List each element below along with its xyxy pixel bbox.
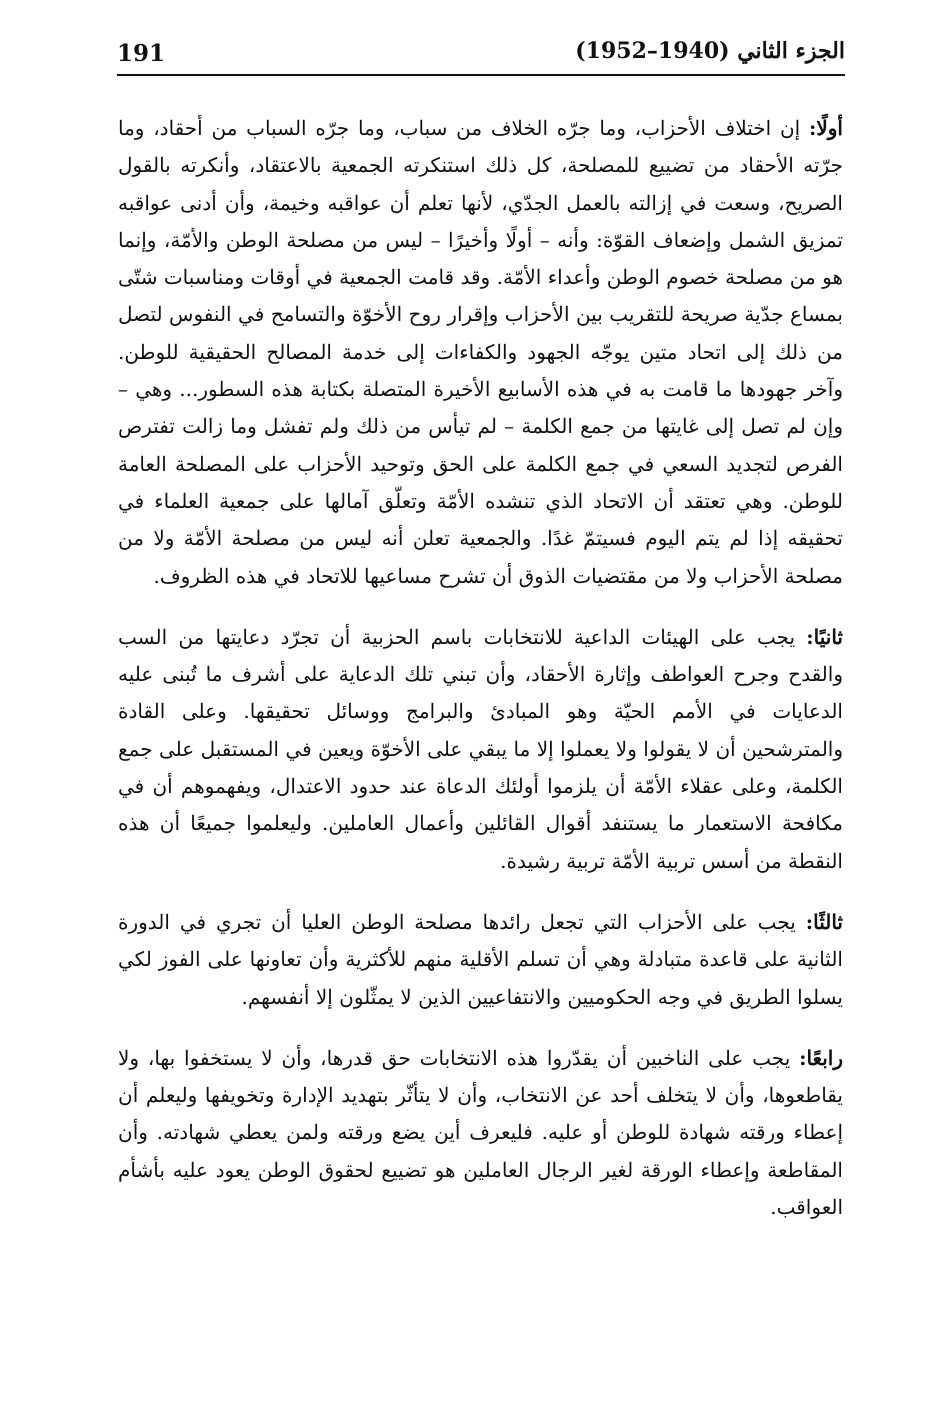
paragraph-text: يجب على الهيئات الداعية للانتخابات باسم الحزبية أن تجرّد دعايتها من السب والقدح وجرح العواطف وإثارة الأحقاد، وأن تبني تلك الدعاية على أشرف ما تُبنى عليه الدعايات في الأمم الحيّة وهو المبادئ والبرامج ووسائل تحقيقها. وعلى القادة والمترشحين أن لا يقولوا ولا يعملوا إلا ما يبقي على الأخوّة ويعين في المستقبل على جمع الكلمة، وعلى عقلاء الأمّة أن يلزموا أولئك الدعاة عند حدود الاعتدال، ويفهموهم أن في مكافحة الاستعمار ما يستنفد أقوال القائلين وأعمال العاملين. وليعلموا جميعًا أن هذه النقطة من أسس تربية الأمّة تربية رشيدة. bbox=[118, 624, 843, 873]
paragraph-first bbox=[118, 110, 843, 595]
paragraph-text: إن اختلاف الأحزاب، وما جرّه الخلاف من سباب، وما جرّه السباب من أحقاد، وما جرّته الأحقاد من تضييع للمصلحة، كل ذلك استنكرته الجمعية بالاعتقاد، وأنكرته بالقول الصريح، وسعت في إزالته بالعمل الجدّي، لأنها تعلم أن عواقبه وخيمة، وأن أدنى عواقبه تمزيق الشمل وإضعاف القوّة: وأنه – أولًا وأخيرًا – ليس من مصلحة الوطن والأمّة، وإنما هو من مصلحة خصوم الوطن وأعداء الأمّة. وقد قامت الجمعية في أوقات ومناسبات شتّى بمساع جدّية صريحة للتقريب بين الأحزاب وإقرار روح الأخوّة والتسامح في النفوس لتصل من ذلك إلى اتحاد متين يوجّه الجهود والكفاءات إلى خدمة المصالح الحقيقية للوطن. وآخر جهودها ما قامت به في هذه الأسابيع الأخيرة المتصلة بكتابة هذه السطور... وهي – وإن لم تصل إلى غايتها من جمع الكلمة – لم تيأس من ذلك ولم تفشل وما زالت تفترص الفرص لتجديد السعي في جمع الكلمة على الحق وتوحيد الأحزاب على المصلحة العامة للوطن. وهي تعتقد أن الاتحاد الذي تنشده الأمّة وتعلّق آمالها على جمعية العلماء في تحقيقه إذا لم يتم اليوم فسيتمّ غدًا. والجمعية تعلن أنه ليس من مصلحة الأمّة ولا من مصلحة الأحزاب ولا من مقتضيات الذوق أن تشرح مساعيها للاتحاد في هذه الظروف. bbox=[118, 116, 843, 588]
header-rule bbox=[117, 74, 845, 76]
paragraph-lead: ثانيًا: bbox=[806, 624, 843, 649]
paragraph-text: يجب على الناخبين أن يقدّروا هذه الانتخابات حق قدرها، وأن لا يستخفوا بها، ولا يقاطعوها، وأن لا يتخلف أحد عن الانتخاب، وأن لا يتأثّر بتهديد الإدارة وتخويفها وليعلم أن إعطاء ورقته شهادة للوطن أو عليه. فليعرف أين يضع ورقته ولمن يعطي شهادته. وأن المقاطعة وإعطاء الورقة لغير الرجال العاملين هو تضييع لحقوق الوطن يعود عليه بأشأم العواقب. bbox=[118, 1045, 843, 1220]
paragraph-text: يجب على الأحزاب التي تجعل رائدها مصلحة الوطن العليا أن تجري في الدورة الثانية على قاعدة متبادلة وهي أن تسلم الأقلية منهم للأكثرية وأن تعاونها على الفوز لكي يسلوا الطريق في وجه الحكوميين والانتفاعيين الذين لا يمثّلون إلا أنفسهم. bbox=[118, 909, 843, 1009]
running-header bbox=[117, 28, 845, 76]
header-title: الجزء الثاني (1940–1952) bbox=[575, 38, 845, 64]
paragraph-third bbox=[118, 904, 843, 1016]
paragraph-lead: ثالثًا: bbox=[805, 909, 843, 934]
paragraph-second bbox=[118, 619, 843, 880]
paragraph-lead: رابعًا: bbox=[799, 1045, 843, 1070]
paragraph-fourth bbox=[118, 1040, 843, 1226]
page-number: 191 bbox=[117, 40, 166, 67]
paragraph-lead: أولًا: bbox=[808, 116, 843, 140]
body-text bbox=[118, 110, 843, 1250]
